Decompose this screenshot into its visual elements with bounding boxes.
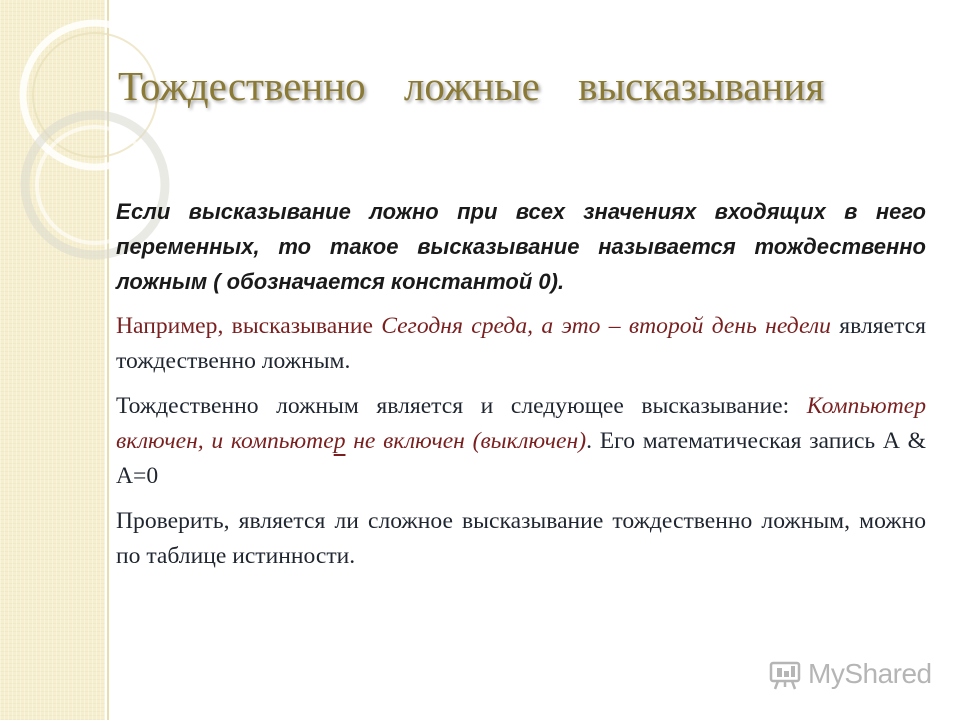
second-tail: . Его математическая запись А & А=0 <box>116 428 926 489</box>
second-quote-b: не включен (выключен) <box>345 428 587 454</box>
example-tail: является тождественно ложным. <box>116 313 927 374</box>
example-paragraph <box>116 309 926 379</box>
presentation-board-icon <box>768 658 802 692</box>
slide-title: Тождественно ложные высказывания <box>118 63 825 109</box>
watermark-text: MyShared <box>808 658 932 689</box>
second-quote-a: Компьютер включен, и компьюте <box>116 393 926 454</box>
example-quote: Сегодня среда, а это – второй день недели <box>381 313 831 339</box>
definition-paragraph: Если высказывание ложно при всех значениях входящих в него переменных, то такое высказывание называется тождественно ложным ( обозначается константой 0). <box>116 199 926 294</box>
second-paragraph <box>116 389 926 494</box>
slide-body <box>116 194 926 584</box>
check-paragraph: Проверить, является ли сложное высказывание тождественно ложным, можно по таблице истинности. <box>116 508 926 569</box>
example-lead: Например, высказывание <box>116 313 382 339</box>
watermark <box>768 656 938 692</box>
second-lead: Тождественно ложным является и следующее высказывание: <box>116 393 807 419</box>
second-quote-negated-letter: р <box>333 428 346 454</box>
